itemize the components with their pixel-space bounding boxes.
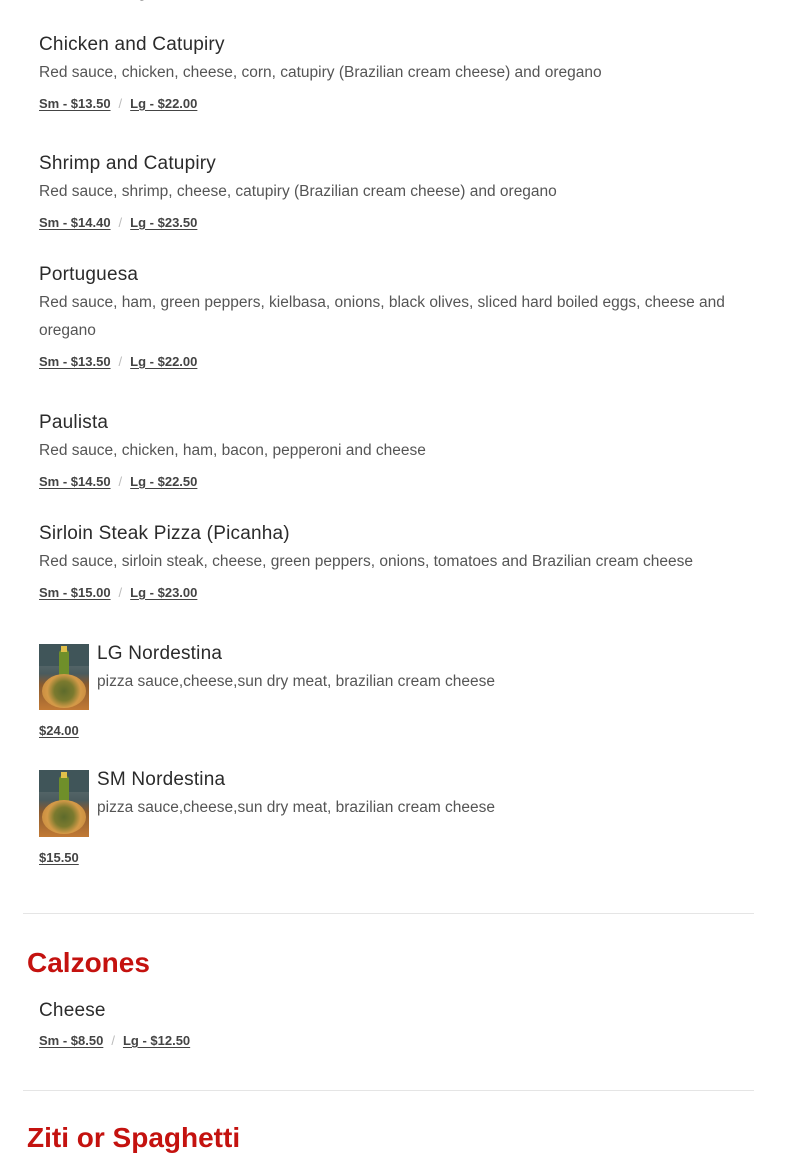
menu-item: [39, 263, 739, 371]
small-price-link[interactable]: [39, 0, 111, 1]
item-description: Red sauce, chicken, cheese, corn, catupiry (Brazilian cream cheese) and oregano: [39, 64, 602, 81]
item-title: Cheese: [39, 1000, 106, 1021]
item-prices: [39, 214, 739, 232]
item-title: SM Nordestina: [97, 769, 226, 790]
price-separator: /: [118, 474, 123, 489]
menu-item: [39, 999, 739, 1050]
item-description: pizza sauce,cheese,sun dry meat, brazilian cream cheese: [97, 799, 496, 816]
item-title: Chicken and Catupiry: [39, 34, 225, 55]
item-title: LG Nordestina: [97, 643, 223, 664]
price-separator: /: [118, 585, 123, 600]
item-description: Red sauce, ham, green peppers, kielbasa, onions, black olives, sliced hard boiled eggs, cheese and oregano: [39, 294, 725, 339]
partial-price-links: [39, 0, 197, 2]
menu-item-with-image: [39, 770, 759, 870]
section-title-calzones: Calzones: [27, 947, 150, 978]
price-separator: /: [111, 1033, 115, 1048]
menu-item: [39, 411, 739, 491]
price-separator: /: [118, 215, 123, 230]
small-price-link[interactable]: Sm - $13.50: [39, 354, 111, 369]
menu-item: [39, 152, 739, 232]
item-description: Red sauce, chicken, ham, bacon, pepperoni and cheese: [39, 442, 426, 459]
section-title-ziti-spaghetti: Ziti or Spaghetti: [27, 1122, 241, 1153]
large-price-link[interactable]: Lg - $23.00: [130, 585, 198, 600]
price-separator: /: [118, 96, 123, 111]
item-text: [97, 768, 495, 822]
small-price-link[interactable]: Sm - $8.50: [39, 1033, 104, 1048]
item-description: pizza sauce,cheese,sun dry meat, brazilian cream cheese: [97, 673, 496, 690]
price-separator: /: [118, 354, 123, 369]
menu-item: [39, 522, 759, 602]
small-price-link[interactable]: Sm - $14.40: [39, 215, 111, 230]
pizza-thumbnail[interactable]: [39, 644, 89, 710]
item-description: Red sauce, shrimp, cheese, catupiry (Brazilian cream cheese) and oregano: [39, 183, 557, 200]
price-separator: [119, 0, 123, 1]
small-price-link[interactable]: Sm - $13.50: [39, 96, 111, 111]
item-description: Red sauce, sirloin steak, cheese, green peppers, onions, tomatoes and Brazilian cream cheese: [39, 553, 693, 570]
item-text: [97, 642, 495, 696]
item-prices: [39, 722, 79, 740]
large-price-link[interactable]: Lg - $23.50: [130, 215, 198, 230]
item-prices: [39, 473, 739, 491]
price-link[interactable]: $15.50: [39, 850, 79, 865]
large-price-link[interactable]: Lg - $22.00: [130, 354, 198, 369]
price-link[interactable]: $24.00: [39, 723, 79, 738]
large-price-link[interactable]: Lg - $22.00: [130, 96, 198, 111]
item-prices: [39, 584, 759, 602]
large-price-link[interactable]: Lg - $22.50: [130, 474, 198, 489]
menu-item: [39, 33, 739, 113]
section-divider: [23, 1090, 754, 1091]
small-price-link[interactable]: Sm - $14.50: [39, 474, 111, 489]
item-prices: [39, 849, 79, 867]
item-title: Paulista: [39, 412, 109, 433]
section-divider: [23, 913, 754, 914]
pizza-thumbnail[interactable]: [39, 770, 89, 837]
large-price-link[interactable]: Lg - $12.50: [122, 1033, 191, 1048]
item-title: Shrimp and Catupiry: [39, 153, 216, 174]
item-prices: [39, 353, 739, 371]
item-title: Portuguesa: [39, 264, 139, 285]
large-price-link[interactable]: [130, 0, 197, 1]
small-price-link[interactable]: Sm - $15.00: [39, 585, 111, 600]
item-prices: [39, 1032, 739, 1050]
item-prices: [39, 95, 739, 113]
menu-item-with-image: [39, 644, 759, 744]
item-title: Sirloin Steak Pizza (Picanha): [39, 523, 290, 544]
